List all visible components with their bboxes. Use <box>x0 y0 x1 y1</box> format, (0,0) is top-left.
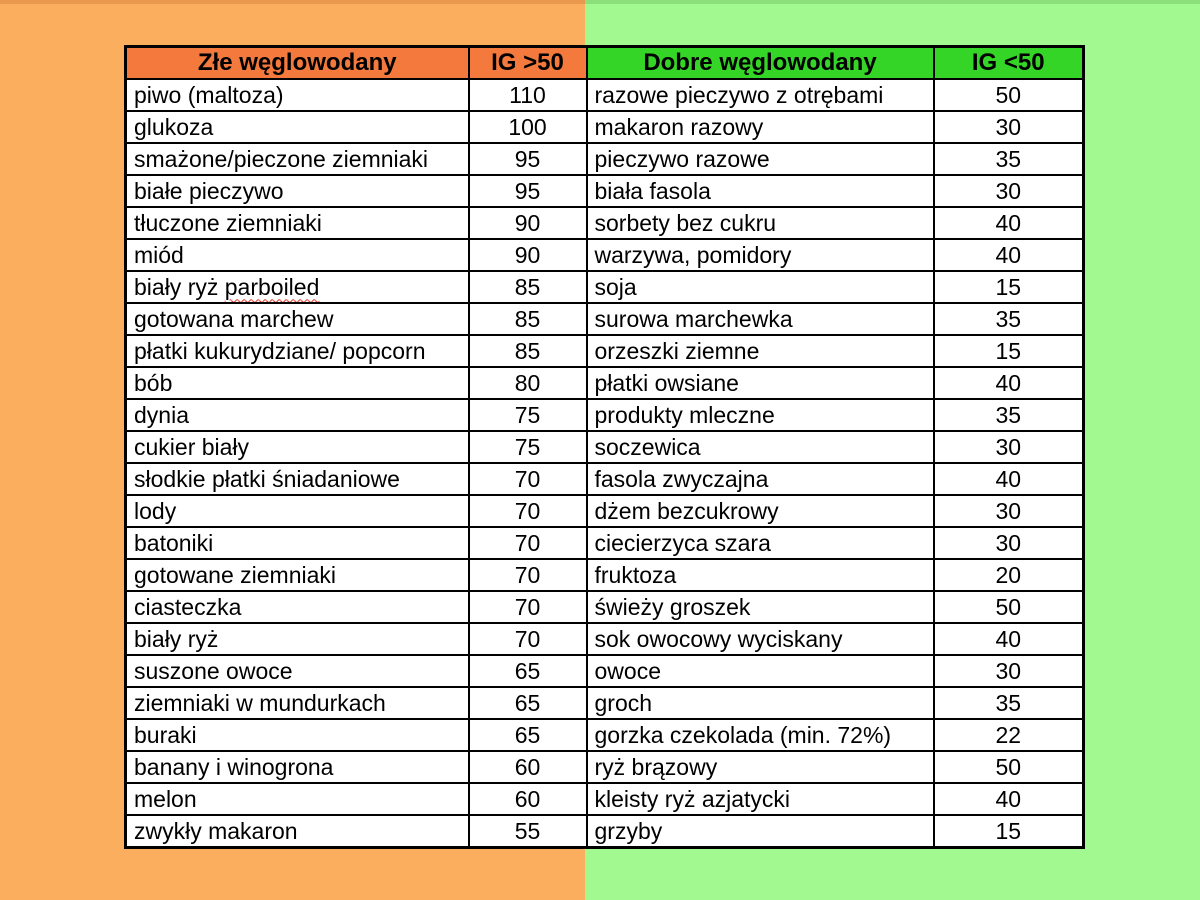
good-carb-ig-value: 50 <box>934 591 1084 623</box>
bad-carb-name: gotowane ziemniaki <box>126 559 469 591</box>
bad-carbs-header: Złe węglowodany <box>126 47 469 80</box>
table-row <box>126 207 1084 239</box>
good-carb-name: świeży groszek <box>587 591 934 623</box>
good-carb-ig-value: 15 <box>934 271 1084 303</box>
bad-carb-name: melon <box>126 783 469 815</box>
good-carb-name: surowa marchewka <box>587 303 934 335</box>
good-carb-name: ryż brązowy <box>587 751 934 783</box>
good-carb-name: soczewica <box>587 431 934 463</box>
bad-carb-name: tłuczone ziemniaki <box>126 207 469 239</box>
good-carb-name: soja <box>587 271 934 303</box>
table-row <box>126 239 1084 271</box>
bad-carb-ig-value: 65 <box>469 687 587 719</box>
good-carb-name: produkty mleczne <box>587 399 934 431</box>
bad-carb-name: cukier biały <box>126 431 469 463</box>
table-row <box>126 399 1084 431</box>
bad-carb-name: biały ryż parboiled <box>126 271 469 303</box>
bad-carb-name: płatki kukurydziane/ popcorn <box>126 335 469 367</box>
table-row <box>126 687 1084 719</box>
bad-carb-ig-value: 65 <box>469 719 587 751</box>
good-carb-ig-value: 50 <box>934 751 1084 783</box>
good-carb-ig-value: 15 <box>934 815 1084 848</box>
good-carb-ig-value: 30 <box>934 495 1084 527</box>
table-row <box>126 303 1084 335</box>
good-carb-name: makaron razowy <box>587 111 934 143</box>
good-carb-ig-value: 15 <box>934 335 1084 367</box>
good-carb-ig-value: 40 <box>934 207 1084 239</box>
bad-carb-name: suszone owoce <box>126 655 469 687</box>
bad-carb-name: ziemniaki w mundurkach <box>126 687 469 719</box>
good-carb-ig-value: 35 <box>934 303 1084 335</box>
table-row <box>126 271 1084 303</box>
good-carb-ig-value: 40 <box>934 463 1084 495</box>
bad-carb-ig-value: 85 <box>469 335 587 367</box>
bad-carb-name: glukoza <box>126 111 469 143</box>
good-carb-ig-value: 40 <box>934 783 1084 815</box>
spellcheck-underlined-word: parboiled <box>224 273 320 300</box>
bad-carb-ig-value: 95 <box>469 175 587 207</box>
good-carb-name: pieczywo razowe <box>587 143 934 175</box>
good-carb-ig-value: 40 <box>934 623 1084 655</box>
bad-carb-ig-value: 75 <box>469 431 587 463</box>
table-row <box>126 143 1084 175</box>
table-row <box>126 431 1084 463</box>
bad-carb-name: buraki <box>126 719 469 751</box>
good-carb-ig-value: 30 <box>934 431 1084 463</box>
bad-carb-name: zwykły makaron <box>126 815 469 848</box>
bad-carb-ig-value: 65 <box>469 655 587 687</box>
bad-carb-name: batoniki <box>126 527 469 559</box>
table-row <box>126 335 1084 367</box>
good-carb-ig-value: 22 <box>934 719 1084 751</box>
good-carb-ig-value: 35 <box>934 687 1084 719</box>
bad-carb-ig-value: 55 <box>469 815 587 848</box>
glycemic-index-table <box>124 45 1085 849</box>
bad-carb-ig-value: 85 <box>469 303 587 335</box>
table-row <box>126 719 1084 751</box>
good-carb-ig-value: 30 <box>934 527 1084 559</box>
good-carb-ig-value: 30 <box>934 655 1084 687</box>
table-row <box>126 367 1084 399</box>
table-row <box>126 527 1084 559</box>
bad-carb-name: lody <box>126 495 469 527</box>
good-carb-name: płatki owsiane <box>587 367 934 399</box>
bad-carb-name: piwo (maltoza) <box>126 79 469 111</box>
good-carb-name: fasola zwyczajna <box>587 463 934 495</box>
top-edge-strip-left <box>0 0 585 4</box>
good-carb-name: sorbety bez cukru <box>587 207 934 239</box>
good-carb-name: razowe pieczywo z otrębami <box>587 79 934 111</box>
bad-carb-ig-value: 70 <box>469 463 587 495</box>
good-carb-name: biała fasola <box>587 175 934 207</box>
good-carb-name: grzyby <box>587 815 934 848</box>
bad-carb-ig-value: 75 <box>469 399 587 431</box>
good-carb-name: gorzka czekolada (min. 72%) <box>587 719 934 751</box>
bad-ig-header: IG >50 <box>469 47 587 80</box>
bad-carb-name: biały ryż <box>126 623 469 655</box>
bad-carb-ig-value: 70 <box>469 495 587 527</box>
bad-carb-ig-value: 70 <box>469 527 587 559</box>
table-row <box>126 495 1084 527</box>
bad-carb-name: białe pieczywo <box>126 175 469 207</box>
bad-carb-ig-value: 90 <box>469 239 587 271</box>
table-row <box>126 591 1084 623</box>
good-carb-name: kleisty ryż azjatycki <box>587 783 934 815</box>
table-row <box>126 559 1084 591</box>
bad-carb-ig-value: 70 <box>469 591 587 623</box>
good-carb-ig-value: 30 <box>934 175 1084 207</box>
good-carb-ig-value: 40 <box>934 367 1084 399</box>
bad-carb-ig-value: 60 <box>469 751 587 783</box>
table-row <box>126 623 1084 655</box>
bad-carb-ig-value: 60 <box>469 783 587 815</box>
table-body <box>126 79 1084 848</box>
table-row <box>126 111 1084 143</box>
good-carb-name: orzeszki ziemne <box>587 335 934 367</box>
good-ig-header: IG <50 <box>934 47 1084 80</box>
bad-carb-ig-value: 95 <box>469 143 587 175</box>
top-edge-strip-right <box>585 0 1200 4</box>
bad-carb-name: ciasteczka <box>126 591 469 623</box>
bad-carb-ig-value: 110 <box>469 79 587 111</box>
table-row <box>126 751 1084 783</box>
bad-carb-ig-value: 90 <box>469 207 587 239</box>
bad-carb-ig-value: 85 <box>469 271 587 303</box>
table-row <box>126 79 1084 111</box>
table-row <box>126 175 1084 207</box>
good-carbs-header: Dobre węglowodany <box>587 47 934 80</box>
bad-carb-ig-value: 70 <box>469 559 587 591</box>
bad-carb-name: dynia <box>126 399 469 431</box>
good-carb-name: warzywa, pomidory <box>587 239 934 271</box>
good-carb-name: ciecierzyca szara <box>587 527 934 559</box>
bad-carb-ig-value: 100 <box>469 111 587 143</box>
good-carb-ig-value: 20 <box>934 559 1084 591</box>
good-carb-name: sok owocowy wyciskany <box>587 623 934 655</box>
good-carb-ig-value: 50 <box>934 79 1084 111</box>
good-carb-ig-value: 35 <box>934 143 1084 175</box>
table-row <box>126 655 1084 687</box>
header-row <box>126 47 1084 80</box>
bad-carb-name: bób <box>126 367 469 399</box>
bad-carb-name: miód <box>126 239 469 271</box>
good-carb-name: fruktoza <box>587 559 934 591</box>
good-carb-ig-value: 35 <box>934 399 1084 431</box>
table-row <box>126 463 1084 495</box>
bad-carb-name: smażone/pieczone ziemniaki <box>126 143 469 175</box>
bad-carb-ig-value: 80 <box>469 367 587 399</box>
bad-carb-name: gotowana marchew <box>126 303 469 335</box>
bad-carb-name: słodkie płatki śniadaniowe <box>126 463 469 495</box>
good-carb-name: owoce <box>587 655 934 687</box>
table-row <box>126 815 1084 848</box>
good-carb-ig-value: 40 <box>934 239 1084 271</box>
good-carb-ig-value: 30 <box>934 111 1084 143</box>
bad-carb-name: banany i winogrona <box>126 751 469 783</box>
bad-carb-ig-value: 70 <box>469 623 587 655</box>
table-row <box>126 783 1084 815</box>
good-carb-name: dżem bezcukrowy <box>587 495 934 527</box>
good-carb-name: groch <box>587 687 934 719</box>
